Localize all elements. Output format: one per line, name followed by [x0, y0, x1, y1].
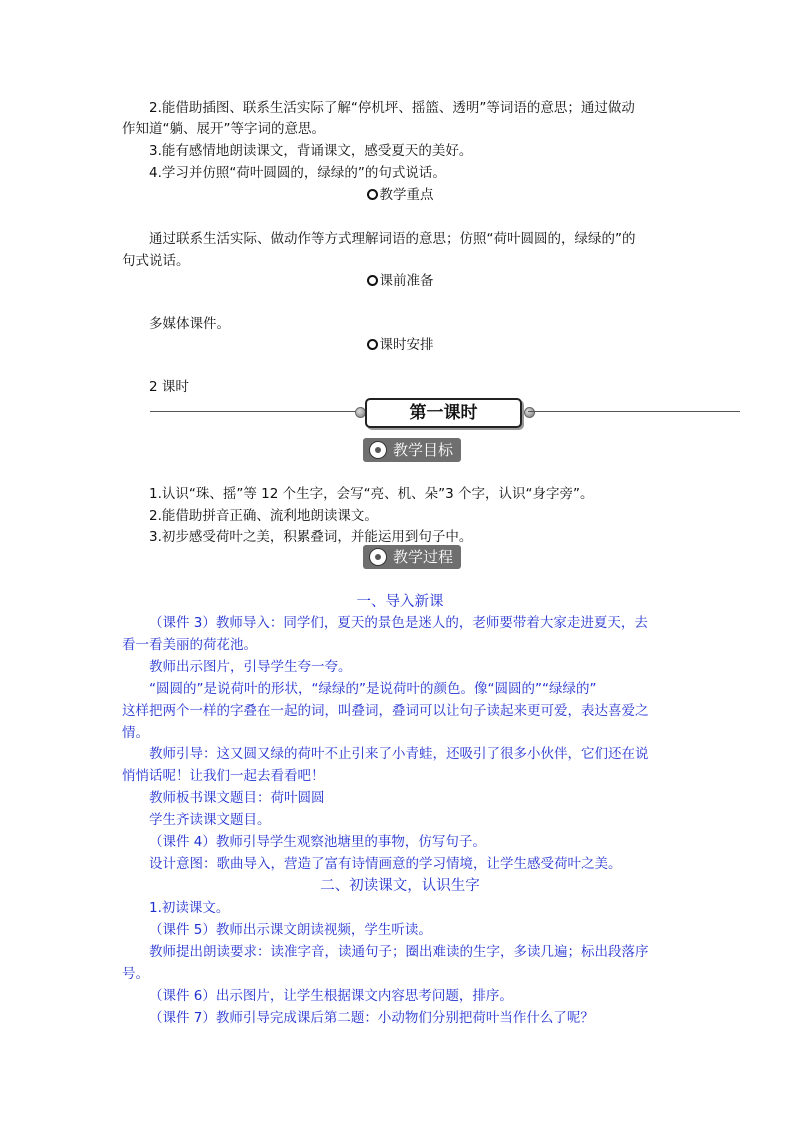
- part-1-line: 设计意图：歌曲导入，营造了富有诗情画意的学习情境，让学生感受荷叶之美。: [149, 856, 622, 872]
- part-1-line: （课件 4）教师引导学生观察池塘里的事物，仿写句子。: [149, 834, 486, 850]
- bullet-ring-icon: [367, 275, 378, 286]
- part-1-heading: 一、导入新课: [356, 594, 444, 610]
- lesson-goal-3: 3.初步感受荷叶之美，积累叠词，并能运用到句子中。: [149, 529, 473, 545]
- part-1-line: 教师引导：这又圆又绿的荷叶不止引来了小青蛙，还吸引了很多小伙伴，它们还在说: [149, 746, 649, 762]
- prep-heading: 课前准备: [0, 271, 800, 291]
- divider-dot-right: [524, 407, 535, 418]
- schedule-heading: 课时安排: [0, 335, 800, 355]
- part-1-line: 悄悄话呢！让我们一起去看看吧！: [122, 768, 325, 784]
- part-2-line: 号。: [122, 966, 149, 982]
- objective-item-2-line-1: 2.能借助插图、联系生活实际了解“停机坪、摇篮、透明”等词语的意思；通过做动: [149, 100, 635, 116]
- part-1-line: （课件 3）教师导入：同学们，夏天的景色是迷人的，老师要带着大家走进夏天，去: [149, 615, 648, 631]
- part-2-line: （课件 7）教师引导完成课后第二题：小动物们分别把荷叶当作什么了呢？: [149, 1010, 594, 1026]
- prep-text: 多媒体课件。: [149, 316, 230, 332]
- target-icon: [369, 441, 387, 459]
- focus-heading: 教学重点: [0, 185, 800, 205]
- part-1-line: 教师板书课文题目：荷叶圆圆: [149, 790, 325, 806]
- part-2-heading: 二、初读课文，认识生字: [320, 878, 480, 894]
- part-2-line: 教师提出朗读要求：读准字音，读通句子；圈出难读的生字，多读几遍；标出段落序: [149, 944, 649, 960]
- part-1-line: 情。: [122, 725, 149, 741]
- lesson-goal-2: 2.能借助拼音正确、流利地朗读课文。: [149, 508, 378, 524]
- divider-rule-left: [150, 411, 358, 412]
- bullet-ring-icon: [367, 189, 378, 200]
- target-icon: [369, 548, 387, 566]
- lesson-goal-1: 1.认识“珠、摇”等 12 个生字，会写“亮、机、朵”3 个字，认识“身字旁”。: [149, 486, 594, 502]
- objective-item-4: 4.学习并仿照“荷叶圆圆的，绿绿的”的句式说话。: [149, 165, 446, 181]
- part-1-line: 看一看美丽的荷花池。: [122, 637, 257, 653]
- part-2-line: （课件 5）教师出示课文朗读视频，学生听读。: [149, 922, 432, 938]
- part-1-line: 教师出示图片，引导学生夸一夸。: [149, 659, 352, 675]
- lesson-title: 第一课时: [365, 398, 522, 428]
- lesson-divider: [150, 397, 740, 427]
- part-2-line: 1.初读课文。: [149, 900, 230, 916]
- objective-item-2-line-2: 作知道“躺、展开”等字词的意思。: [122, 121, 325, 137]
- divider-rule-right: [528, 411, 740, 412]
- schedule-text: 2 课时: [149, 379, 189, 395]
- part-1-line: “圆圆的”是说荷叶的形状，“绿绿的”是说荷叶的颜色。像“圆圆的”“绿绿的”: [149, 681, 597, 697]
- goals-badge: 教学目标: [363, 438, 461, 462]
- focus-line-1: 通过联系生活实际、做动作等方式理解词语的意思；仿照“荷叶圆圆的，绿绿的”的: [149, 231, 636, 247]
- part-2-line: （课件 6）出示图片，让学生根据课文内容思考问题，排序。: [149, 988, 513, 1004]
- focus-line-2: 句式说话。: [122, 253, 190, 269]
- objective-item-3: 3.能有感情地朗读课文，背诵课文，感受夏天的美好。: [149, 143, 473, 159]
- bullet-ring-icon: [367, 339, 378, 350]
- part-1-line: 这样把两个一样的字叠在一起的词，叫叠词，叠词可以让句子读起来更可爱，表达喜爱之: [122, 703, 649, 719]
- part-1-line: 学生齐读课文题目。: [149, 812, 271, 828]
- process-badge: 教学过程: [363, 545, 461, 569]
